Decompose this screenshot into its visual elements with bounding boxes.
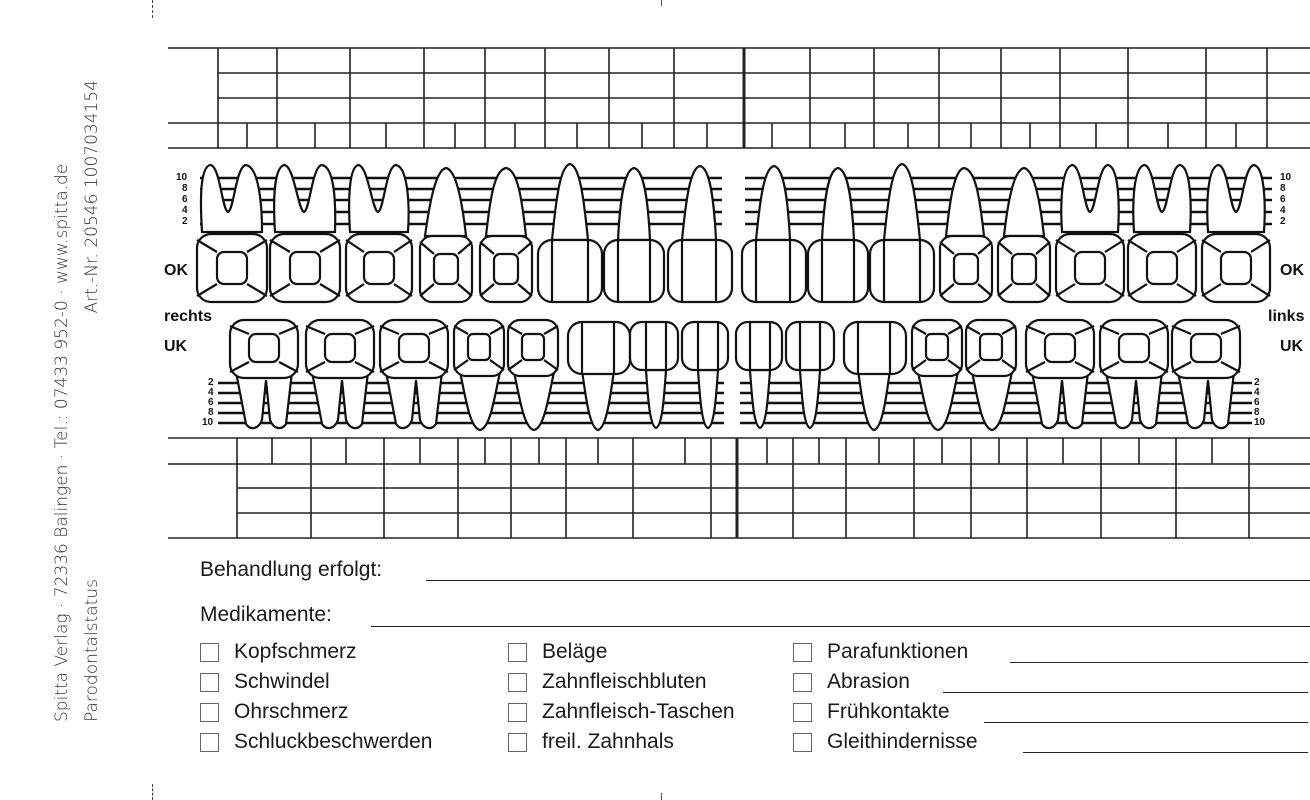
checkbox[interactable] — [200, 643, 219, 662]
side-label-right: rechts — [164, 308, 213, 325]
scale-tick: 10 — [176, 172, 188, 183]
upper-teeth — [197, 164, 1270, 302]
tooth-11 — [668, 166, 732, 302]
checkbox-earache[interactable] — [200, 697, 348, 727]
checkbox-glide-obstacles[interactable] — [793, 727, 978, 757]
checkbox-label: Gleithindernisse — [827, 730, 978, 753]
publisher-line: Spitta Verlag · 72336 Balingen · Tel.: 07433 952-0 · www.spitta.de — [52, 163, 72, 722]
early-contacts-note-field[interactable] — [984, 722, 1308, 723]
checkbox-label: Ohrschmerz — [234, 700, 349, 723]
lower-jaw-label-left: UK — [1280, 338, 1304, 355]
upper-jaw-label-left: OK — [1280, 262, 1304, 279]
tooth-28 — [1202, 165, 1270, 302]
tooth-17 — [270, 165, 340, 302]
tooth-13 — [538, 164, 602, 302]
scale-tick: 2 — [1280, 216, 1286, 227]
glide-obstacles-note-field[interactable] — [1023, 752, 1308, 753]
checkbox-exposed-neck[interactable] — [508, 727, 674, 757]
upper-table — [168, 48, 1310, 148]
checkbox[interactable] — [793, 703, 812, 722]
side-label-left: links — [1268, 308, 1305, 325]
abrasion-note-field[interactable] — [943, 692, 1308, 693]
checkbox-swallowing[interactable] — [200, 727, 432, 757]
checkbox[interactable] — [793, 733, 812, 752]
scale-tick: 6 — [208, 397, 214, 408]
upper-jaw-label-right: OK — [164, 262, 188, 279]
lower-jaw-label-right: UK — [164, 338, 188, 355]
checkbox-gum-pockets[interactable] — [508, 697, 735, 727]
scale-tick: 2 — [182, 216, 188, 227]
checkbox[interactable] — [200, 673, 219, 692]
checkbox-label: Kopfschmerz — [234, 640, 357, 663]
medication-field[interactable] — [371, 626, 1310, 627]
checkbox[interactable] — [508, 643, 527, 662]
tooth-27 — [1128, 165, 1196, 302]
checkbox-gum-bleeding[interactable] — [508, 667, 707, 697]
tooth-21 — [742, 166, 806, 302]
tooth-26 — [1056, 165, 1124, 302]
checkbox-abrasion[interactable] — [793, 667, 910, 697]
checkbox-label: Zahnfleisch-Taschen — [542, 700, 735, 723]
scale-tick: 8 — [208, 407, 214, 418]
checkbox[interactable] — [508, 703, 527, 722]
lower-table — [168, 438, 1310, 538]
scale-tick: 4 — [1280, 205, 1286, 216]
checkbox[interactable] — [200, 703, 219, 722]
checkbox-parafunctions[interactable] — [793, 637, 968, 667]
scale-tick: 6 — [1254, 397, 1260, 408]
scale-tick: 8 — [1280, 183, 1286, 194]
scale-tick: 6 — [1280, 194, 1286, 205]
checkbox-label: Beläge — [542, 640, 608, 663]
lower-depth-lines — [218, 383, 1252, 423]
tooth-16 — [346, 165, 412, 302]
scale-tick: 10 — [202, 417, 214, 428]
article-number: Art.-Nr. 20546 1007034154 — [82, 80, 102, 314]
tooth-23 — [870, 164, 934, 302]
medication-label: Medikamente: — [200, 603, 332, 626]
scale-tick: 8 — [182, 183, 188, 194]
scale-tick: 8 — [1254, 407, 1260, 418]
checkbox-label: Schwindel — [234, 670, 330, 693]
checkbox-label: Zahnfleischbluten — [542, 670, 707, 693]
scale-tick: 4 — [208, 387, 214, 398]
checkbox-label: freil. Zahnhals — [542, 730, 674, 753]
scale-tick: 4 — [1254, 387, 1260, 398]
checkbox[interactable] — [508, 733, 527, 752]
treatment-label: Behandlung erfolgt: — [200, 558, 383, 581]
checkbox-dizziness[interactable] — [200, 667, 330, 697]
parafunctions-note-field[interactable] — [1010, 662, 1308, 663]
scale-tick: 2 — [208, 377, 214, 388]
scale-tick: 6 — [182, 194, 188, 205]
checkbox-headache[interactable] — [200, 637, 357, 667]
form-title: Parodontalstatus — [82, 579, 102, 722]
checkbox[interactable] — [793, 673, 812, 692]
scale-tick: 10 — [1254, 417, 1266, 428]
scale-tick: 2 — [1254, 377, 1260, 388]
checkbox-label: Frühkontakte — [827, 700, 950, 723]
tooth-18 — [197, 165, 267, 302]
checkbox-label: Parafunktionen — [827, 640, 969, 663]
checkbox-plaque[interactable] — [508, 637, 607, 667]
scale-tick: 4 — [182, 205, 188, 216]
checkbox[interactable] — [200, 733, 219, 752]
treatment-field[interactable] — [426, 580, 1310, 581]
checkbox[interactable] — [793, 643, 812, 662]
checkbox-early-contacts[interactable] — [793, 697, 950, 727]
checkbox-label: Schluckbeschwerden — [234, 730, 433, 753]
checkbox[interactable] — [508, 673, 527, 692]
scale-tick: 10 — [1280, 172, 1292, 183]
checkbox-label: Abrasion — [827, 670, 910, 693]
